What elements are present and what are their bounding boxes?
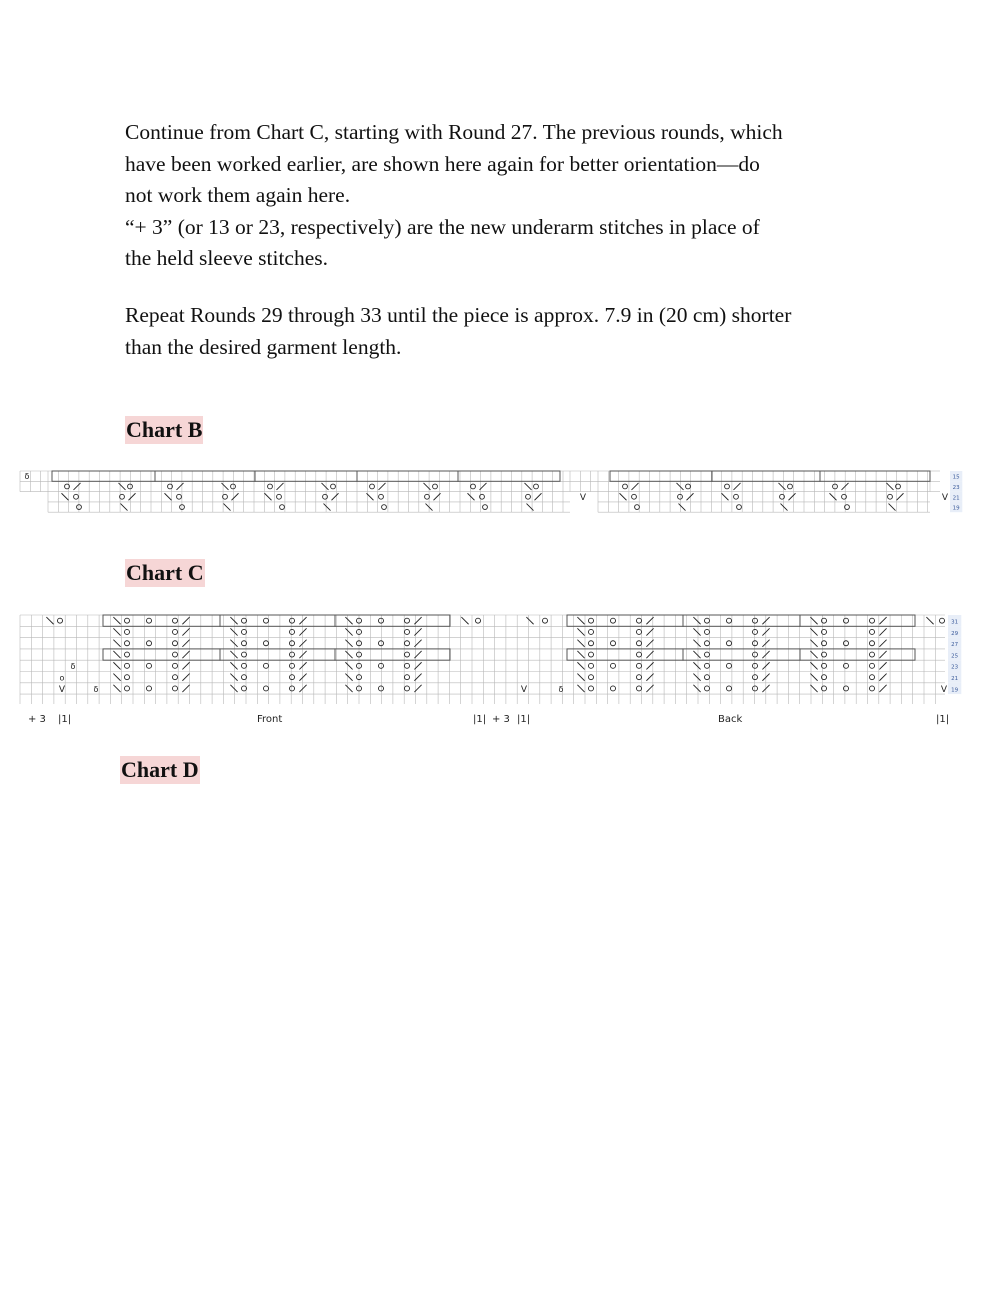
ssk-symbol	[113, 651, 120, 658]
grid-lines	[20, 615, 945, 704]
slip-stitch-symbol: V	[58, 684, 66, 695]
yarn-over-symbol	[637, 629, 642, 634]
round-number: 27	[951, 642, 959, 649]
yarn-over-symbol	[379, 686, 384, 691]
ssk-symbol	[693, 662, 700, 669]
k2tog-symbol	[379, 483, 386, 490]
yarn-over-symbol	[379, 641, 384, 646]
yarn-over-symbol	[173, 618, 178, 623]
k2tog-symbol	[182, 651, 189, 658]
k2tog-symbol	[182, 685, 189, 692]
yarn-over-symbol	[405, 629, 410, 634]
yarn-over-symbol	[177, 494, 182, 499]
ssk-symbol	[113, 662, 120, 669]
yarn-over-symbol	[290, 641, 295, 646]
ssk-symbol	[693, 674, 700, 681]
round-number: 25	[951, 653, 959, 660]
repeat-box	[610, 471, 712, 481]
ssk-symbol	[889, 504, 896, 511]
yarn-over-symbol	[589, 629, 594, 634]
ssk-symbol	[424, 483, 431, 490]
yarn-over-symbol	[686, 484, 691, 489]
round-number: 15	[952, 474, 960, 481]
yarn-over-symbol	[379, 663, 384, 668]
twisted-stitch-symbol: δ	[93, 684, 99, 694]
k2tog-symbol	[879, 685, 886, 692]
ssk-symbol	[693, 651, 700, 658]
k2tog-symbol	[182, 662, 189, 669]
yarn-over-symbol	[842, 494, 847, 499]
yarn-over-symbol	[589, 686, 594, 691]
yarn-over-symbol	[173, 629, 178, 634]
text-line: Continue from Chart C, starting with Round 27. The previous rounds, which	[125, 120, 783, 144]
yarn-over-symbol	[405, 686, 410, 691]
k2tog-symbol	[299, 674, 306, 681]
k2tog-symbol	[535, 493, 542, 500]
k2tog-symbol	[299, 662, 306, 669]
yarn-over-symbol	[370, 484, 375, 489]
yarn-over-symbol	[264, 641, 269, 646]
yarn-over-symbol	[405, 618, 410, 623]
round-number: 21	[951, 675, 959, 682]
k2tog-symbol	[299, 617, 306, 624]
yarn-over-symbol	[290, 686, 295, 691]
yarn-over-symbol	[125, 629, 130, 634]
yarn-over-symbol	[589, 652, 594, 657]
yarn-over-symbol	[125, 686, 130, 691]
ssk-symbol	[810, 640, 817, 647]
text-line: Repeat Rounds 29 through 33 until the piece is approx. 7.9 in (20 cm) shorter	[125, 303, 792, 327]
yarn-over-symbol	[888, 494, 893, 499]
grid-lines	[570, 471, 598, 492]
repeat-box	[567, 615, 683, 626]
yarn-over-symbol	[737, 505, 742, 510]
back-section-label: Back	[718, 714, 743, 725]
yarn-over-symbol	[268, 484, 273, 489]
yarn-over-symbol	[405, 663, 410, 668]
yarn-over-symbol	[678, 494, 683, 499]
repeat-box	[103, 649, 220, 660]
ssk-symbol	[230, 640, 237, 647]
yarn-over-symbol	[705, 663, 710, 668]
yarn-over-symbol	[637, 675, 642, 680]
underarm-stitch-label: + 3	[492, 714, 510, 725]
yarn-over-symbol	[589, 663, 594, 668]
edge-stitch-label: |1|	[58, 714, 72, 725]
ssk-symbol	[222, 483, 229, 490]
yarn-over-symbol	[705, 618, 710, 623]
k2tog-symbol	[879, 662, 886, 669]
k2tog-symbol	[687, 493, 694, 500]
ssk-symbol	[779, 483, 786, 490]
k2tog-symbol	[182, 674, 189, 681]
yarn-over-symbol	[623, 484, 628, 489]
underarm-stitch-label: + 3	[28, 714, 46, 725]
yarn-over-symbol	[147, 686, 152, 691]
ssk-symbol	[577, 617, 584, 624]
yarn-over-symbol	[637, 641, 642, 646]
round-number: 31	[951, 619, 959, 626]
k2tog-symbol	[332, 493, 339, 500]
chart-c-heading: Chart C	[126, 560, 204, 585]
k2tog-symbol	[879, 628, 886, 635]
ssk-symbol	[526, 617, 533, 624]
k2tog-symbol	[734, 483, 741, 490]
yarn-over-symbol	[231, 484, 236, 489]
ssk-symbol	[62, 493, 69, 500]
edge-stitch-label: |1|	[936, 714, 950, 725]
yarn-over-symbol	[753, 686, 758, 691]
edge-stitch-label: |1|	[473, 714, 487, 725]
ssk-symbol	[693, 640, 700, 647]
k2tog-symbol	[299, 640, 306, 647]
repeat-box	[800, 615, 915, 626]
yarn-over-symbol	[727, 641, 732, 646]
ssk-symbol	[781, 504, 788, 511]
grid-lines	[48, 471, 570, 512]
yarn-over-symbol	[379, 494, 384, 499]
yarn-over-symbol	[74, 494, 79, 499]
repeat-box	[52, 471, 155, 481]
yarn-over-symbol	[543, 618, 548, 623]
ssk-symbol	[577, 651, 584, 658]
ssk-symbol	[322, 483, 329, 490]
k2tog-symbol	[879, 640, 886, 647]
twisted-stitch-symbol: δ	[558, 684, 564, 694]
round-number: 29	[951, 630, 959, 637]
repeat-box	[800, 649, 915, 660]
ssk-symbol	[345, 640, 352, 647]
ssk-symbol	[887, 483, 894, 490]
yarn-over-symbol	[753, 641, 758, 646]
round-number: 23	[951, 664, 959, 671]
yarn-over-symbol	[637, 663, 642, 668]
yarn-over-symbol: o	[59, 673, 65, 683]
repeat-box	[357, 471, 458, 481]
repeat-box	[103, 615, 220, 626]
yarn-over-symbol	[705, 641, 710, 646]
twisted-stitch-symbol: δ	[70, 662, 76, 672]
yarn-over-symbol	[433, 484, 438, 489]
k2tog-symbol	[182, 617, 189, 624]
yarn-over-symbol	[173, 663, 178, 668]
chart-b-heading: Chart B	[126, 417, 203, 442]
yarn-over-symbol	[323, 494, 328, 499]
ssk-symbol	[810, 685, 817, 692]
ssk-symbol	[113, 617, 120, 624]
yarn-over-symbol	[870, 686, 875, 691]
yarn-over-symbol	[705, 629, 710, 634]
ssk-symbol	[577, 674, 584, 681]
ssk-symbol	[810, 617, 817, 624]
k2tog-symbol	[879, 651, 886, 658]
yarn-over-symbol	[611, 663, 616, 668]
ssk-symbol	[810, 662, 817, 669]
yarn-over-symbol	[589, 641, 594, 646]
instruction-paragraph-2	[125, 300, 873, 363]
yarn-over-symbol	[844, 641, 849, 646]
edge-stitch-label: |1|	[517, 714, 531, 725]
yarn-over-symbol	[290, 663, 295, 668]
yarn-over-symbol	[727, 686, 732, 691]
yarn-over-symbol	[425, 494, 430, 499]
repeat-box	[458, 471, 560, 481]
yarn-over-symbol	[405, 641, 410, 646]
ssk-symbol	[46, 617, 53, 624]
yarn-over-symbol	[125, 663, 130, 668]
yarn-over-symbol	[611, 641, 616, 646]
repeat-box	[220, 649, 335, 660]
slip-stitch-symbol: V	[579, 492, 587, 503]
ssk-symbol	[461, 617, 468, 624]
ssk-symbol	[722, 493, 729, 500]
ssk-symbol	[230, 674, 237, 681]
ssk-symbol	[230, 628, 237, 635]
yarn-over-symbol	[125, 618, 130, 623]
yarn-over-symbol	[290, 652, 295, 657]
yarn-over-symbol	[734, 494, 739, 499]
yarn-over-symbol	[753, 618, 758, 623]
slip-stitch-symbol: V	[520, 684, 528, 695]
yarn-over-symbol	[705, 686, 710, 691]
k2tog-symbol	[129, 493, 136, 500]
round-number: 21	[952, 495, 960, 502]
yarn-over-symbol	[331, 484, 336, 489]
yarn-over-symbol	[58, 618, 63, 623]
yarn-over-symbol	[844, 618, 849, 623]
ssk-symbol	[113, 685, 120, 692]
repeat-box	[335, 649, 450, 660]
text-line: have been worked earlier, are shown here again for better orientation—do	[125, 151, 760, 176]
ssk-symbol	[113, 640, 120, 647]
text-line: the held sleeve stitches.	[125, 246, 328, 270]
k2tog-symbol	[789, 493, 796, 500]
ssk-symbol	[345, 617, 352, 624]
ssk-symbol	[525, 483, 532, 490]
yarn-over-symbol	[727, 663, 732, 668]
round-number: 19	[952, 505, 960, 512]
text-line: than the desired garment length.	[125, 334, 402, 359]
repeat-box	[683, 649, 800, 660]
yarn-over-symbol	[277, 494, 282, 499]
yarn-over-symbol	[589, 675, 594, 680]
ssk-symbol	[113, 628, 120, 635]
yarn-over-symbol	[264, 663, 269, 668]
yarn-over-symbol	[635, 505, 640, 510]
yarn-over-symbol	[611, 686, 616, 691]
ssk-symbol	[230, 662, 237, 669]
ssk-symbol	[230, 685, 237, 692]
repeat-box	[820, 471, 930, 481]
k2tog-symbol	[232, 493, 239, 500]
repeat-box	[683, 615, 800, 626]
ssk-symbol	[468, 493, 475, 500]
ssk-symbol	[113, 674, 120, 681]
yarn-over-symbol	[870, 618, 875, 623]
ssk-symbol	[119, 483, 126, 490]
yarn-over-symbol	[173, 652, 178, 657]
yarn-over-symbol	[589, 618, 594, 623]
repeat-box	[255, 471, 357, 481]
ssk-symbol	[165, 493, 172, 500]
ssk-symbol	[577, 685, 584, 692]
yarn-over-symbol	[637, 652, 642, 657]
ssk-symbol	[830, 493, 837, 500]
yarn-over-symbol	[844, 663, 849, 668]
ssk-symbol	[810, 651, 817, 658]
ssk-symbol	[265, 493, 272, 500]
yarn-over-symbol	[173, 641, 178, 646]
yarn-over-symbol	[896, 484, 901, 489]
yarn-over-symbol	[471, 484, 476, 489]
k2tog-symbol	[182, 628, 189, 635]
ssk-symbol	[679, 504, 686, 511]
yarn-over-symbol	[788, 484, 793, 489]
yarn-over-symbol	[753, 675, 758, 680]
ssk-symbol	[230, 617, 237, 624]
ssk-symbol	[693, 685, 700, 692]
yarn-over-symbol	[290, 629, 295, 634]
k2tog-symbol	[299, 685, 306, 692]
ssk-symbol	[577, 640, 584, 647]
yarn-over-symbol	[870, 652, 875, 657]
text-line: not work them again here.	[125, 183, 351, 207]
ssk-symbol	[810, 674, 817, 681]
repeat-box	[567, 649, 683, 660]
yarn-over-symbol	[753, 629, 758, 634]
yarn-over-symbol	[753, 663, 758, 668]
instruction-paragraph-1	[125, 117, 873, 275]
yarn-over-symbol	[147, 641, 152, 646]
ssk-symbol	[810, 628, 817, 635]
k2tog-symbol	[879, 674, 886, 681]
yarn-over-symbol	[125, 675, 130, 680]
ssk-symbol	[121, 504, 128, 511]
yarn-over-symbol	[637, 686, 642, 691]
ssk-symbol	[926, 617, 933, 624]
yarn-over-symbol	[705, 675, 710, 680]
ssk-symbol	[345, 628, 352, 635]
yarn-over-symbol	[753, 652, 758, 657]
yarn-over-symbol	[280, 505, 285, 510]
yarn-over-symbol	[128, 484, 133, 489]
grid-lines	[598, 471, 930, 512]
yarn-over-symbol	[147, 618, 152, 623]
repeat-box	[155, 471, 255, 481]
ssk-symbol	[230, 651, 237, 658]
yarn-over-symbol	[534, 484, 539, 489]
yarn-over-symbol	[147, 663, 152, 668]
ssk-symbol	[527, 504, 534, 511]
k2tog-symbol	[299, 651, 306, 658]
yarn-over-symbol	[379, 618, 384, 623]
yarn-over-symbol	[483, 505, 488, 510]
yarn-over-symbol	[705, 652, 710, 657]
k2tog-symbol	[632, 483, 639, 490]
slip-stitch-symbol: V	[940, 684, 948, 695]
front-section-label: Front	[257, 714, 283, 725]
yarn-over-symbol	[725, 484, 730, 489]
chart-c-section-labels	[0, 712, 999, 730]
yarn-over-symbol	[727, 618, 732, 623]
yarn-over-symbol	[290, 675, 295, 680]
ssk-symbol	[577, 662, 584, 669]
repeat-box	[335, 615, 450, 626]
ssk-symbol	[224, 504, 231, 511]
k2tog-symbol	[182, 640, 189, 647]
k2tog-symbol	[74, 483, 81, 490]
yarn-over-symbol	[264, 618, 269, 623]
chart-c-grid	[0, 612, 999, 704]
twisted-stitch-symbol: δ	[24, 472, 30, 481]
ssk-symbol	[345, 651, 352, 658]
k2tog-symbol	[299, 628, 306, 635]
yarn-over-symbol	[125, 652, 130, 657]
chart-b-grid	[0, 466, 999, 516]
yarn-over-symbol	[290, 618, 295, 623]
yarn-over-symbol	[264, 686, 269, 691]
ssk-symbol	[345, 674, 352, 681]
yarn-over-symbol	[870, 675, 875, 680]
yarn-over-symbol	[844, 686, 849, 691]
ssk-symbol	[324, 504, 331, 511]
yarn-over-symbol	[476, 618, 481, 623]
k2tog-symbol	[277, 483, 284, 490]
k2tog-symbol	[177, 483, 184, 490]
ssk-symbol	[620, 493, 627, 500]
ssk-symbol	[693, 617, 700, 624]
yarn-over-symbol	[637, 618, 642, 623]
yarn-over-symbol	[173, 686, 178, 691]
ssk-symbol	[577, 628, 584, 635]
yarn-over-symbol	[870, 641, 875, 646]
yarn-over-symbol	[405, 652, 410, 657]
yarn-over-symbol	[870, 663, 875, 668]
yarn-over-symbol	[940, 618, 945, 623]
yarn-over-symbol	[173, 675, 178, 680]
yarn-over-symbol	[632, 494, 637, 499]
text-line: “+ 3” (or 13 or 23, respectively) are the new underarm stitches in place of	[125, 214, 760, 239]
slip-stitch-symbol: V	[941, 492, 949, 503]
yarn-over-symbol	[382, 505, 387, 510]
yarn-over-symbol	[405, 675, 410, 680]
k2tog-symbol	[897, 493, 904, 500]
yarn-over-symbol	[526, 494, 531, 499]
round-number: 23	[952, 485, 960, 492]
k2tog-symbol	[879, 617, 886, 624]
yarn-over-symbol	[870, 629, 875, 634]
ssk-symbol	[345, 685, 352, 692]
yarn-over-symbol	[611, 618, 616, 623]
repeat-box	[220, 615, 335, 626]
chart-d-heading: Chart D	[121, 757, 199, 782]
ssk-symbol	[677, 483, 684, 490]
ssk-symbol	[693, 628, 700, 635]
grid-lines	[930, 471, 940, 492]
yarn-over-symbol	[125, 641, 130, 646]
ssk-symbol	[345, 662, 352, 669]
round-number: 19	[951, 687, 959, 694]
